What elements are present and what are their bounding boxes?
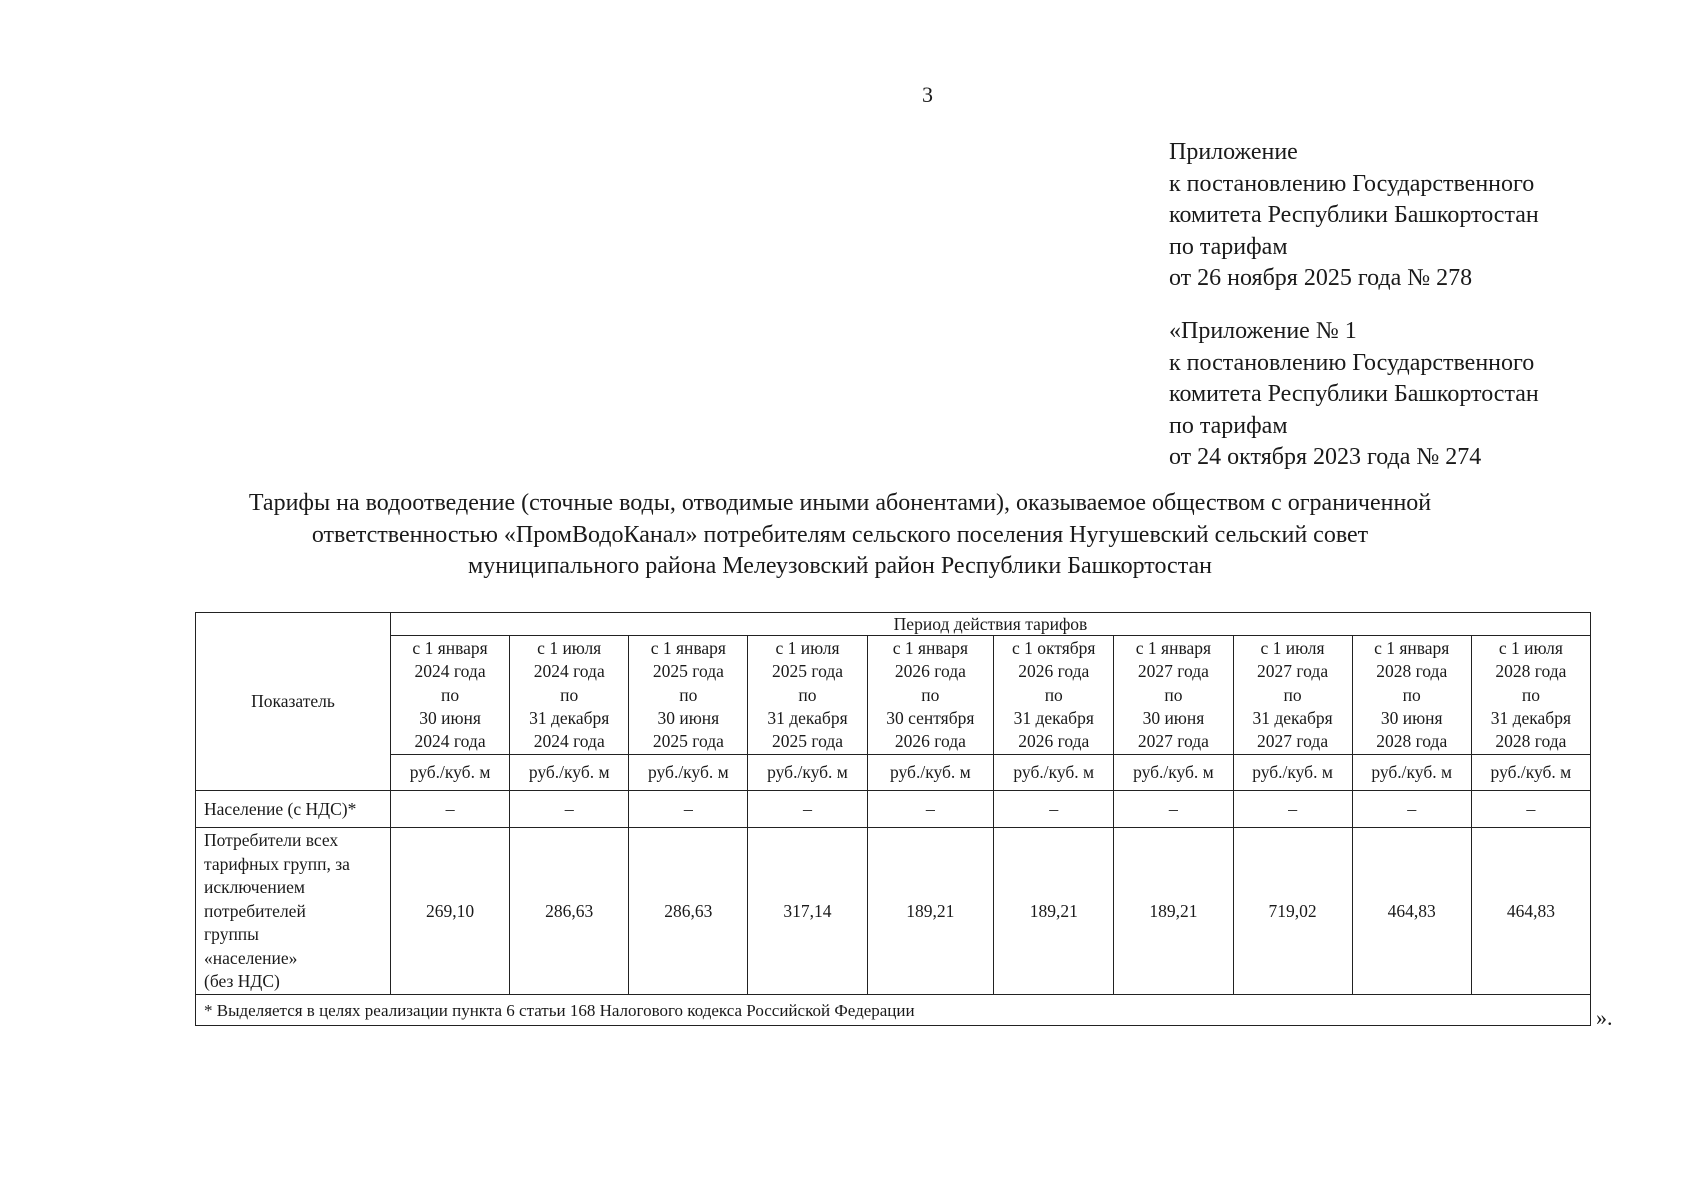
period-line: 2027 года bbox=[1137, 731, 1209, 752]
period-line: 2024 года bbox=[414, 661, 486, 682]
annex-line: к постановлению Государственного bbox=[1169, 349, 1535, 376]
unit-cell: руб./куб. м bbox=[510, 755, 629, 791]
period-line: с 1 октября bbox=[1012, 638, 1096, 658]
table-row bbox=[196, 791, 1591, 828]
unit-cell: руб./куб. м bbox=[391, 755, 510, 791]
period-line: 2027 года bbox=[1257, 731, 1329, 752]
title-line: Тарифы на водоотведение (сточные воды, отводимые иными абонентами), оказываемое обществом с ограниченной bbox=[248, 490, 1432, 516]
annex-line: от 26 ноября 2025 года № 278 bbox=[1169, 265, 1473, 291]
period-line: с 1 июля bbox=[537, 638, 602, 658]
period-line: 30 июня bbox=[1380, 707, 1443, 728]
period-line: 2028 года bbox=[1495, 661, 1567, 682]
period-line: 31 декабря bbox=[1490, 707, 1572, 728]
table-cell: – bbox=[1114, 791, 1233, 828]
tariff-table bbox=[195, 612, 1591, 1026]
table-cell: 189,21 bbox=[994, 828, 1114, 995]
annex-line: Приложение bbox=[1169, 139, 1298, 165]
period-header: Период действия тарифов bbox=[391, 613, 1591, 636]
row-label-line: (без НДС) bbox=[204, 971, 280, 992]
period-line: 2026 года bbox=[894, 731, 966, 752]
period-line: 2026 года bbox=[1018, 731, 1090, 752]
unit-cell: руб./куб. м bbox=[1233, 755, 1352, 791]
table-cell: 269,10 bbox=[391, 828, 510, 995]
period-cell bbox=[510, 636, 629, 755]
title-line: муниципального района Мелеузовский район Республики Башкортостан bbox=[468, 553, 1212, 579]
unit-cell: руб./куб. м bbox=[748, 755, 867, 791]
row-label-line: Потребители всех bbox=[204, 830, 339, 851]
unit-cell: руб./куб. м bbox=[629, 755, 748, 791]
period-line: по bbox=[1283, 684, 1302, 705]
period-line: 2025 года bbox=[771, 661, 844, 682]
annex-line: по тарифам bbox=[1169, 412, 1288, 439]
period-line: по bbox=[560, 684, 579, 705]
closing-quote: ». bbox=[1596, 1005, 1613, 1030]
period-line: по bbox=[798, 684, 817, 705]
period-cell bbox=[1352, 636, 1471, 755]
period-cell bbox=[994, 636, 1114, 755]
period-line: 2028 года bbox=[1376, 661, 1448, 682]
period-line: 2024 года bbox=[533, 731, 605, 752]
table-cell: – bbox=[748, 791, 867, 828]
annex-line: от 24 октября 2023 года № 274 bbox=[1169, 444, 1482, 470]
period-cell bbox=[1233, 636, 1352, 755]
annex-line: комитета Республики Башкортостан bbox=[1169, 381, 1539, 407]
table-cell: 719,02 bbox=[1233, 828, 1352, 995]
period-line: 31 декабря bbox=[529, 707, 610, 728]
row-label bbox=[196, 828, 391, 995]
table-cell: – bbox=[1471, 791, 1590, 828]
period-line: с 1 июля bbox=[775, 638, 840, 658]
row-label bbox=[196, 791, 391, 828]
period-cell bbox=[867, 636, 994, 755]
period-line: с 1 июля bbox=[1498, 638, 1563, 658]
table-cell: – bbox=[1352, 791, 1471, 828]
period-line: 2024 года bbox=[533, 661, 605, 682]
row-label-line: потребителей bbox=[204, 900, 306, 921]
period-line: 30 июня bbox=[657, 707, 720, 728]
table-cell: – bbox=[994, 791, 1114, 828]
unit-cell: руб./куб. м bbox=[1471, 755, 1590, 791]
table-cell: 189,21 bbox=[1114, 828, 1233, 995]
period-line: 2028 года bbox=[1495, 731, 1567, 752]
period-line: 2025 года bbox=[652, 731, 724, 752]
period-line: 30 июня bbox=[419, 707, 481, 728]
annex-line: по тарифам bbox=[1169, 233, 1288, 260]
unit-cell: руб./куб. м bbox=[1352, 755, 1471, 791]
table-cell: 189,21 bbox=[867, 828, 994, 995]
period-line: 2026 года bbox=[894, 661, 966, 682]
period-line: 2025 года bbox=[771, 731, 844, 752]
period-line: 31 декабря bbox=[1252, 707, 1333, 728]
period-line: 30 сентября bbox=[886, 707, 975, 728]
table-cell: – bbox=[391, 791, 510, 828]
table-cell: – bbox=[629, 791, 748, 828]
period-line: 2024 года bbox=[414, 731, 486, 752]
period-line: с 1 июля bbox=[1260, 638, 1325, 658]
unit-cell: руб./куб. м bbox=[1114, 755, 1233, 791]
period-line: 2025 года bbox=[652, 661, 724, 682]
footnote: * Выделяется в целях реализации пункта 6 статьи 168 Налогового кодекса Российской Федерации bbox=[196, 995, 1591, 1026]
period-line: с 1 января bbox=[650, 638, 726, 658]
unit-cell: руб./куб. м bbox=[994, 755, 1114, 791]
period-line: с 1 января bbox=[1374, 638, 1450, 658]
period-line: по bbox=[1164, 684, 1183, 705]
period-line: 31 декабря bbox=[767, 707, 848, 728]
period-line: по bbox=[1044, 684, 1063, 705]
annex-line: комитета Республики Башкортостан bbox=[1169, 202, 1539, 228]
row-label-line: исключением bbox=[204, 877, 305, 898]
period-line: с 1 января bbox=[1135, 638, 1212, 658]
period-cell bbox=[629, 636, 748, 755]
period-cell bbox=[748, 636, 867, 755]
period-line: 31 декабря bbox=[1013, 707, 1094, 728]
period-line: 2027 года bbox=[1137, 661, 1209, 682]
row-label-line: тарифных групп, за bbox=[204, 853, 350, 874]
page-number: 3 bbox=[922, 82, 933, 107]
annex-line: «Приложение № 1 bbox=[1169, 318, 1357, 344]
period-line: по bbox=[1521, 684, 1540, 705]
unit-row bbox=[196, 755, 1591, 791]
table-cell: – bbox=[510, 791, 629, 828]
table-cell: – bbox=[867, 791, 994, 828]
period-line: с 1 января bbox=[892, 638, 968, 658]
period-cell bbox=[391, 636, 510, 755]
document-title bbox=[200, 488, 1480, 583]
annex-block-original bbox=[1169, 316, 1539, 474]
period-line: с 1 января bbox=[412, 638, 488, 658]
table-cell: 317,14 bbox=[748, 828, 867, 995]
unit-cell: руб./куб. м bbox=[867, 755, 994, 791]
period-line: 30 июня bbox=[1142, 707, 1205, 728]
table-cell: 286,63 bbox=[510, 828, 629, 995]
period-line: 2028 года bbox=[1376, 731, 1448, 752]
indicator-header: Показатель bbox=[196, 613, 391, 791]
period-line: по bbox=[1402, 684, 1421, 705]
period-line: по bbox=[679, 684, 698, 705]
period-row bbox=[196, 636, 1591, 755]
period-line: по bbox=[921, 684, 940, 705]
annex-line: к постановлению Государственного bbox=[1169, 170, 1535, 197]
period-cell bbox=[1471, 636, 1590, 755]
table-cell: 464,83 bbox=[1471, 828, 1590, 995]
table-cell: – bbox=[1233, 791, 1352, 828]
period-line: 2026 года bbox=[1018, 661, 1090, 682]
period-cell bbox=[1114, 636, 1233, 755]
table-cell: 464,83 bbox=[1352, 828, 1471, 995]
table-row bbox=[196, 828, 1591, 995]
period-line: по bbox=[441, 684, 460, 705]
row-label-line: группы bbox=[204, 924, 259, 945]
row-label-line: Население (с НДС)* bbox=[204, 798, 357, 819]
annex-block-current bbox=[1169, 137, 1539, 295]
row-label-line: «население» bbox=[204, 947, 298, 968]
period-line: 2027 года bbox=[1257, 661, 1329, 682]
table-cell: 286,63 bbox=[629, 828, 748, 995]
title-line: ответственностью «ПромВодоКанал» потребителям сельского поселения Нугушевский сельский совет bbox=[311, 521, 1369, 548]
